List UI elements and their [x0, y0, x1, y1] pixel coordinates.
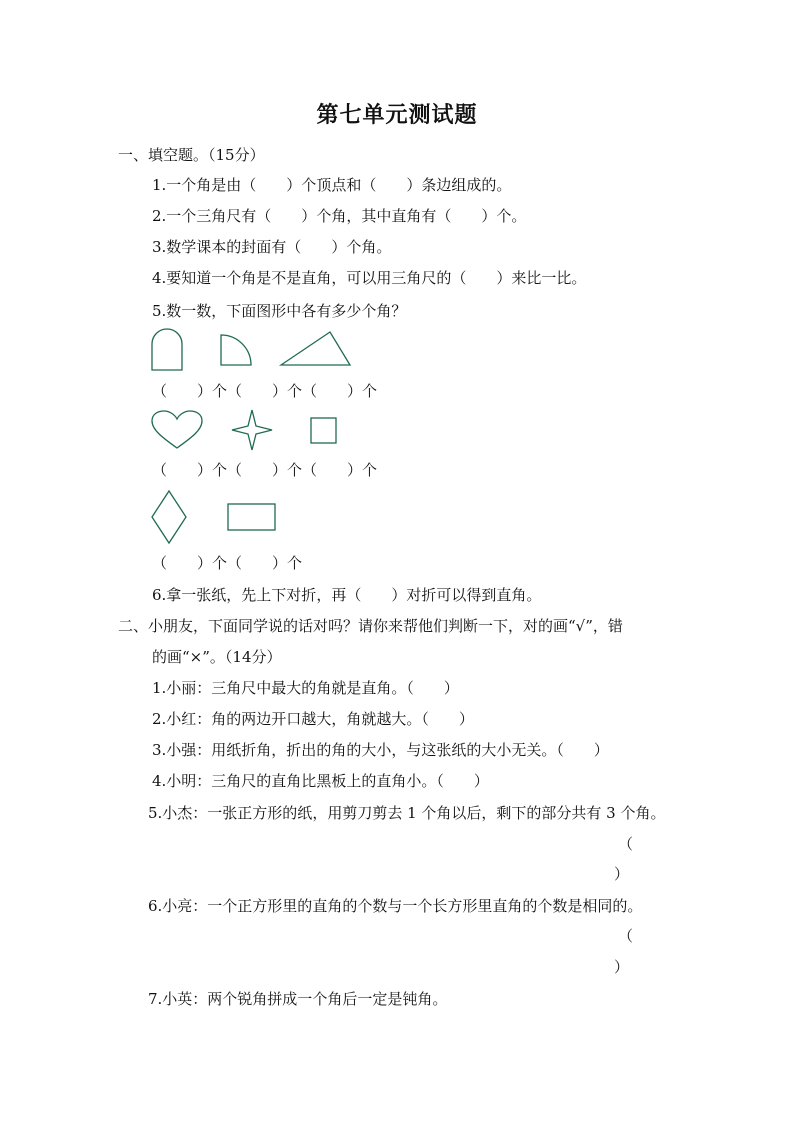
s2-question-6-close-paren: ） [614, 958, 630, 976]
s2-question-4: 4.小明：三角尺的直角比黑板上的直角小。（ ） [152, 772, 489, 790]
arch-shape [151, 329, 183, 371]
diamond-shape [151, 490, 187, 544]
s2-question-5-open-paren: （ [618, 835, 634, 853]
s2-question-1: 1.小丽：三角尺中最大的角就是直角。（ ） [152, 679, 459, 697]
section1-heading: 一、填空题。（15分） [118, 146, 265, 164]
s2-question-6: 6.小亮：一个正方形里的直角的个数与一个长方形里直角的个数是相同的。 [148, 897, 643, 915]
quarter-circle-shape [220, 334, 252, 366]
s1-question-3: 3.数学课本的封面有（ ）个角。 [152, 238, 392, 256]
s2-question-3: 3.小强：用纸折角，折出的角的大小，与这张纸的大小无关。（ ） [152, 741, 609, 759]
s2-question-5-close-paren: ） [614, 865, 630, 883]
s2-question-2: 2.小红：角的两边开口越大，角就越大。（ ） [152, 710, 474, 728]
s1-question-5: 5.数一数，下面图形中各有多少个角？ [152, 302, 407, 320]
s1-question-2: 2.一个三角尺有（ ）个角，其中直角有（ ）个。 [152, 207, 527, 225]
s2-question-7: 7.小英：两个锐角拼成一个角后一定是钝角。 [148, 990, 448, 1008]
four-point-star-shape [231, 409, 273, 451]
answer-row-2: （ ）个（ ）个（ ）个 [152, 461, 378, 479]
heart-shape [151, 410, 203, 450]
s2-question-6-open-paren: （ [618, 927, 634, 945]
section2-heading-line1: 二、小朋友，下面同学说的话对吗？请你来帮他们判断一下，对的画“√”，错 [118, 617, 623, 635]
s1-question-4: 4.要知道一个角是不是直角，可以用三角尺的（ ）来比一比。 [152, 269, 587, 287]
s1-question-1: 1.一个角是由（ ）个顶点和（ ）条边组成的。 [152, 176, 512, 194]
rectangle-shape [227, 503, 277, 532]
s1-question-6: 6.拿一张纸，先上下对折，再（ ）对折可以得到直角。 [152, 586, 542, 604]
page-title: 第七单元测试题 [316, 102, 478, 128]
section2-heading-line2: 的画“×”。（14分） [152, 648, 282, 666]
answer-row-1: （ ）个（ ）个（ ）个 [152, 382, 378, 400]
answer-row-3: （ ）个（ ）个 [152, 554, 303, 572]
triangle-shape [280, 331, 352, 367]
square-shape [310, 417, 338, 445]
s2-question-5: 5.小杰：一张正方形的纸，用剪刀剪去 1 个角以后，剩下的部分共有 3 个角。 [148, 804, 666, 822]
